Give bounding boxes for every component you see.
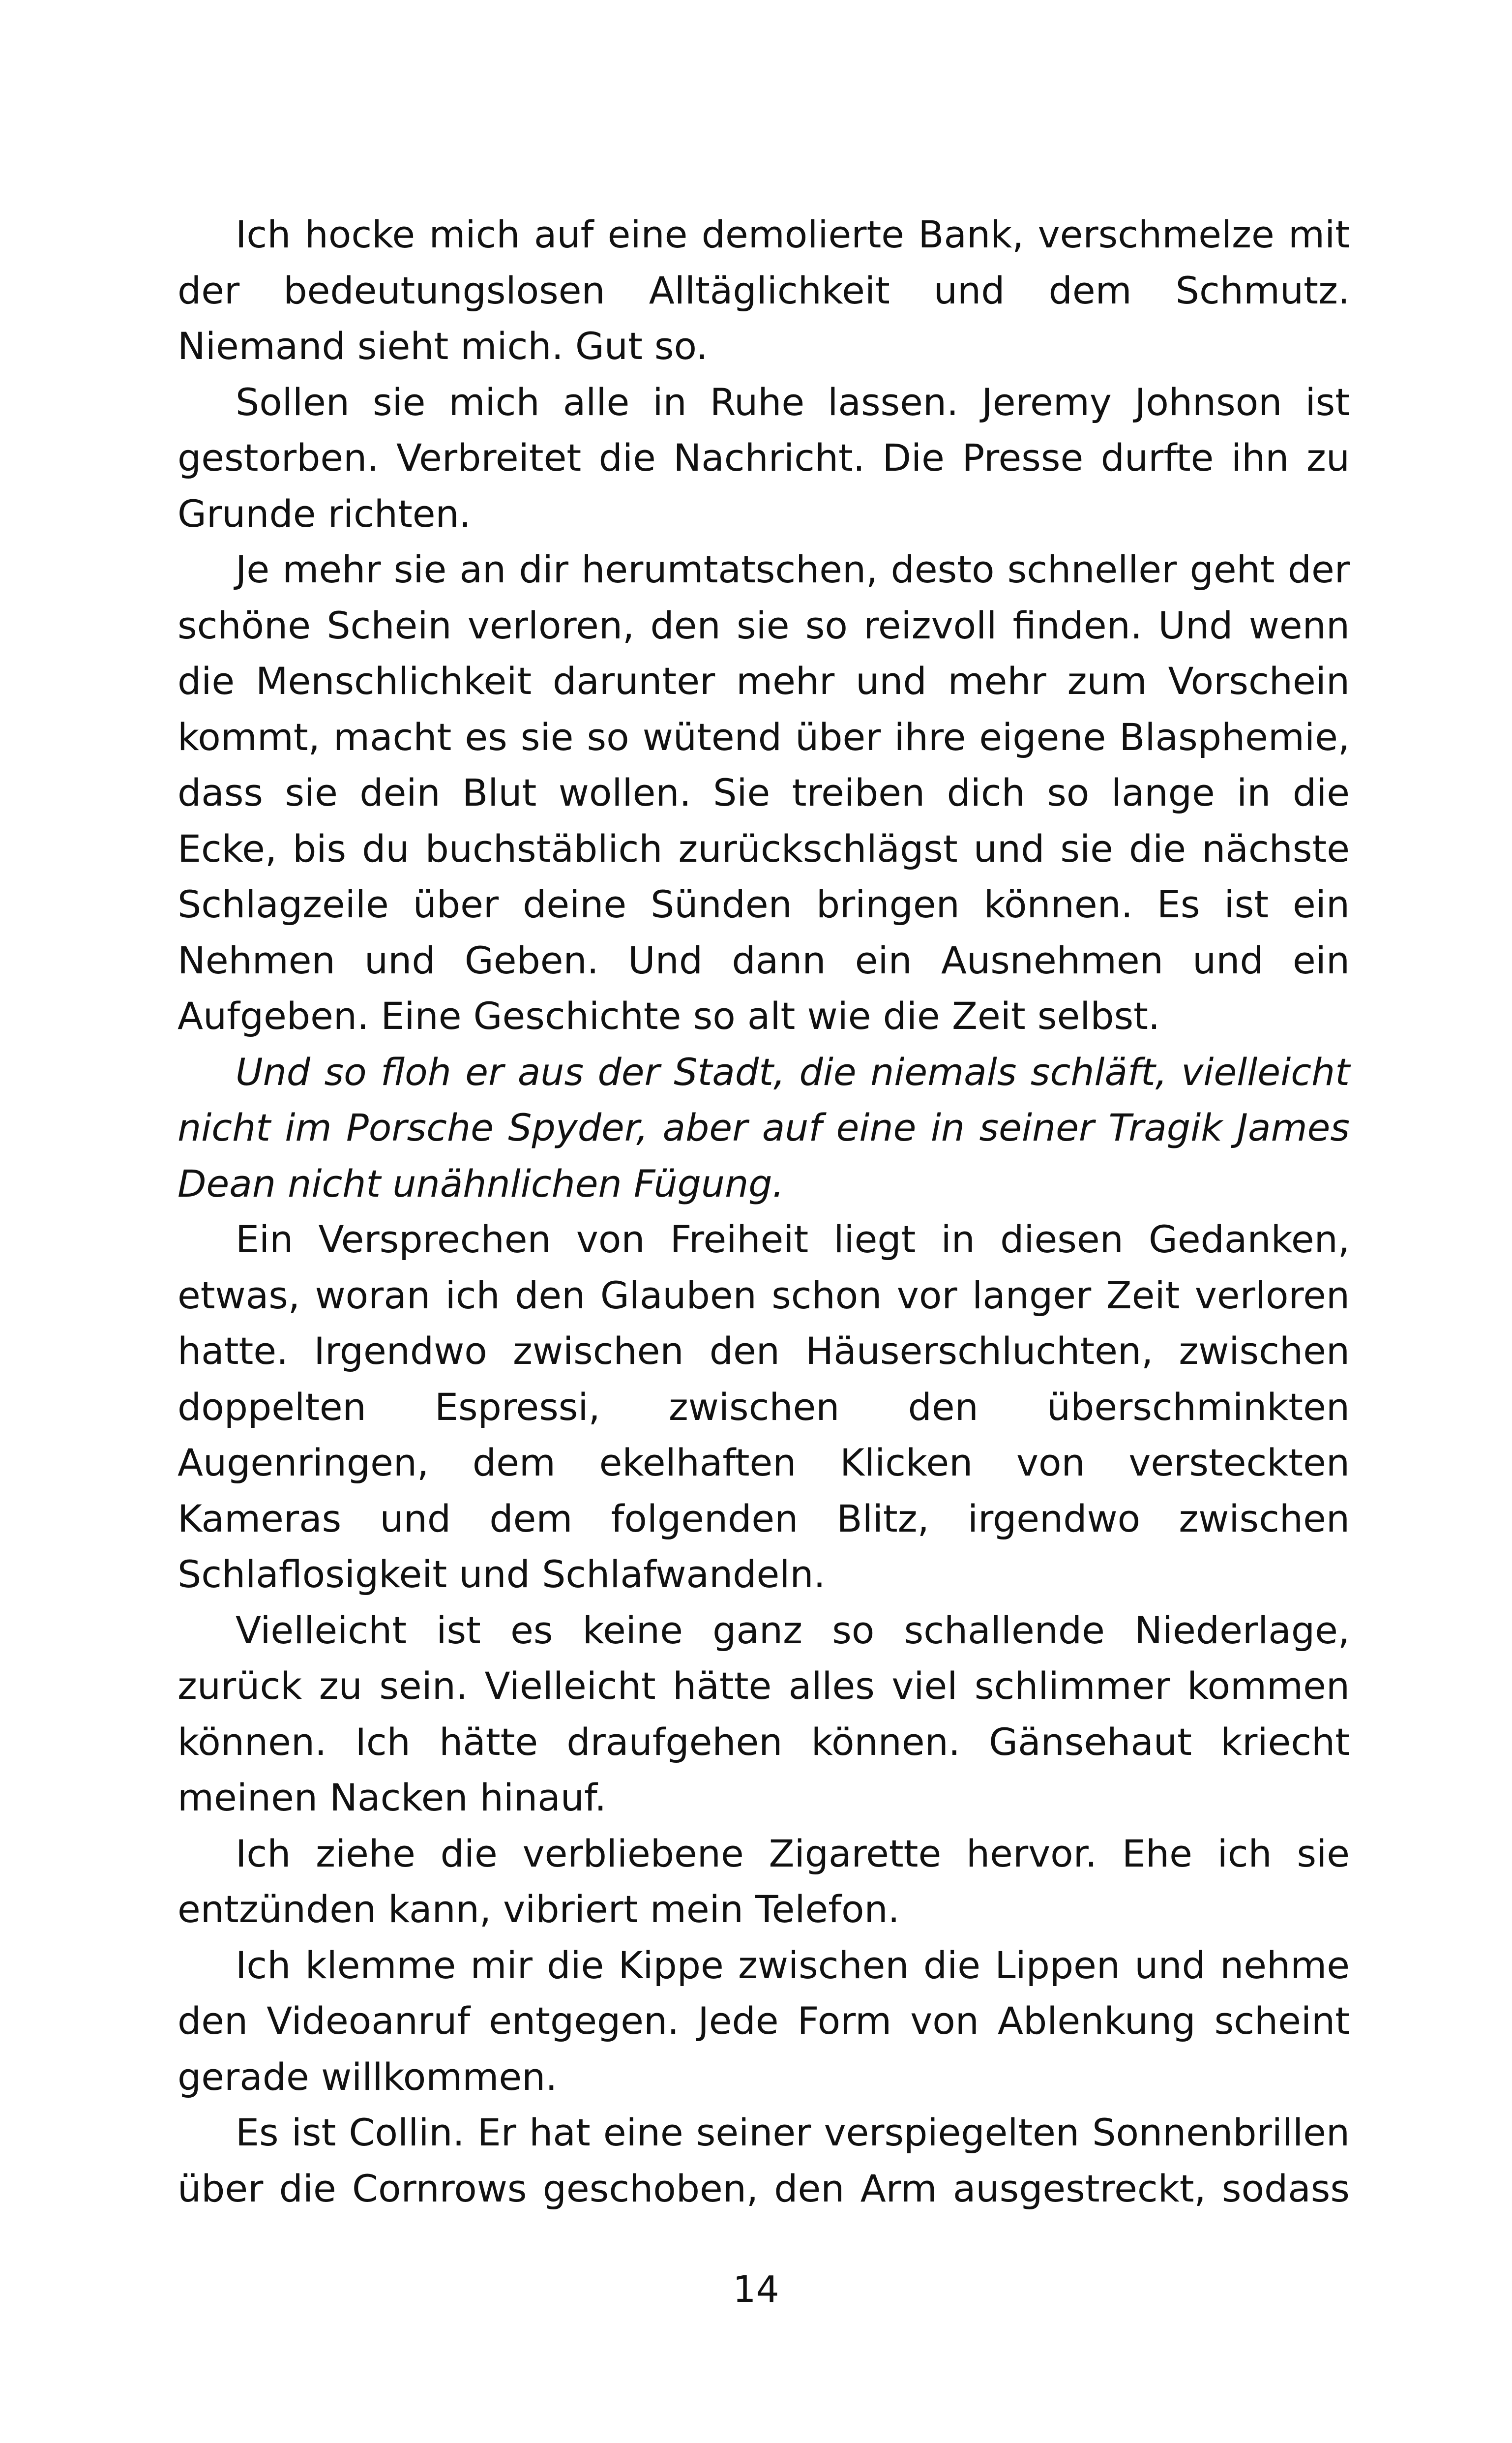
paragraph: Ich ziehe die verbliebene Zigarette hervor. Ehe ich sie entzünden kann, vibriert mein Telefon.	[178, 1831, 1350, 1931]
paragraph: Vielleicht ist es keine ganz so schallende Niederlage, zurück zu sein. Vielleicht hätte alles viel schlimmer kommen können. Ich hätte draufgehen können. Gänsehaut kriecht meinen Nacken hinauf.	[178, 1608, 1350, 1819]
paragraph: Es ist Collin. Er hat eine seiner verspiegelten Sonnenbrillen über die Cornrows geschoben, den Arm ausgestreckt, sodass	[178, 2111, 1350, 2210]
italic-paragraph: Und so floh er aus der Stadt, die niemals schläft, vielleicht nicht im Porsche Spyder, aber auf eine in seiner Tragik James Dean nicht unähnlichen Fügung.	[178, 1050, 1350, 1206]
page-number: 14	[733, 2268, 779, 2311]
paragraph: Ich hocke mich auf eine demolierte Bank, verschmelze mit der bedeutungslosen Alltäglichkeit und dem Schmutz. Niemand sieht mich. Gut so.	[178, 212, 1350, 368]
paragraph: Sollen sie mich alle in Ruhe lassen. Jeremy Johnson ist gestorben. Verbreitet die Nachricht. Die Presse durfte ihn zu Grunde richten.	[178, 380, 1350, 536]
body-text	[178, 207, 1350, 2216]
paragraph: Ein Versprechen von Freiheit liegt in diesen Gedanken, etwas, woran ich den Glauben schon vor langer Zeit verloren hatte. Irgendwo zwischen den Häuserschluchten, zwischen doppelten Espressi, zwischen den überschminkten Augenringen, dem ekelhaften Klicken von versteckten Kameras und dem folgenden Blitz, irgendwo zwischen Schlaflosigkeit und Schlafwandeln.	[178, 1217, 1350, 1596]
paragraph: Je mehr sie an dir herumtatschen, desto schneller geht der schöne Schein verloren, den sie so reizvoll finden. Und wenn die Menschlichkeit darunter mehr und mehr zum Vorschein kommt, macht es sie so wütend über ihre eigene Blasphemie, dass sie dein Blut wollen. Sie treiben dich so lange in die Ecke, bis du buchstäblich zurückschlägst und sie die nächste Schlagzeile über deine Sünden bringen können. Es ist ein Nehmen und Geben. Und dann ein Ausnehmen und ein Aufgeben. Eine Geschichte so alt wie die Zeit selbst.	[178, 547, 1350, 1038]
paragraph: Ich klemme mir die Kippe zwischen die Lippen und nehme den Videoanruf entgegen. Jede Form von Ablenkung scheint gerade willkommen.	[178, 1943, 1350, 2099]
